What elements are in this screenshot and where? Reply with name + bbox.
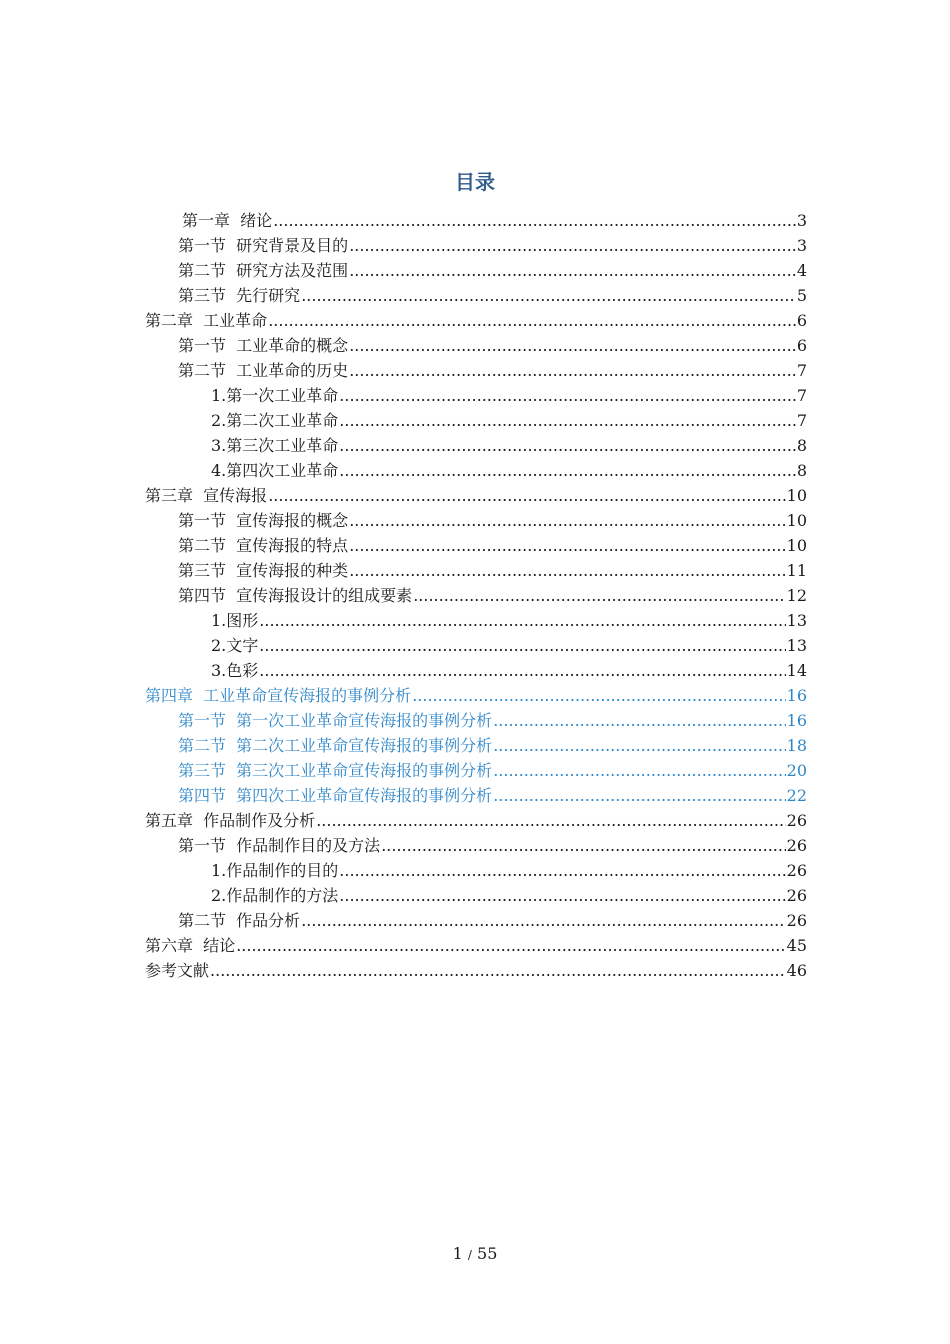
toc-page-number: 16: [786, 711, 807, 730]
toc-entry: [211, 633, 807, 658]
toc-entry: [178, 233, 807, 258]
toc-entry: [211, 408, 807, 433]
toc-entry-title: 第三节 宣传海报的种类: [178, 561, 349, 580]
toc-entry: [178, 283, 807, 308]
toc-dot-leader: [339, 883, 785, 908]
toc-page-number: 20: [786, 761, 807, 780]
toc-page-number: 8: [796, 461, 807, 480]
toc-entry: [211, 383, 807, 408]
toc-dot-leader: [301, 908, 785, 933]
toc-entry-title: 第二节 第二次工业革命宣传海报的事例分析: [178, 736, 493, 755]
toc-page-number: 26: [786, 861, 807, 880]
toc-entry-title: 3.第三次工业革命: [211, 436, 339, 455]
toc-page-number: 10: [786, 511, 807, 530]
toc-entry-title: 第一节 研究背景及目的: [178, 236, 349, 255]
toc-dot-leader: [349, 233, 796, 258]
toc-entry-title: 第一章 绪论: [182, 211, 273, 230]
toc-page-number: 46: [786, 961, 807, 980]
toc-entry[interactable]: [178, 783, 807, 808]
toc-page-number: 22: [786, 786, 807, 805]
toc-page-number: 18: [786, 736, 807, 755]
toc-dot-leader: [349, 333, 796, 358]
toc-dot-leader: [236, 933, 785, 958]
toc-entry-title: 参考文献: [145, 961, 210, 980]
toc-dot-leader: [493, 733, 785, 758]
toc-entry: [178, 508, 807, 533]
toc-dot-leader: [259, 658, 785, 683]
toc-entry-title: 2.作品制作的方法: [211, 886, 339, 905]
toc-entry-title: 2.文字: [211, 636, 259, 655]
toc-entry-title: 第五章 作品制作及分析: [145, 811, 316, 830]
page-separator: /: [467, 1248, 472, 1262]
toc-entry-title: 3.色彩: [211, 661, 259, 680]
toc-entry-title: 第一节 工业革命的概念: [178, 336, 349, 355]
toc-entry: [178, 558, 807, 583]
toc-dot-leader: [301, 283, 796, 308]
toc-dot-leader: [259, 608, 785, 633]
toc-entry-title: 第四节 第四次工业革命宣传海报的事例分析: [178, 786, 493, 805]
toc-entry-title: 第六章 结论: [145, 936, 236, 955]
toc-entry-title: 1.第一次工业革命: [211, 386, 339, 405]
toc-page-number: 26: [786, 886, 807, 905]
toc-entry-title: 第二节 宣传海报的特点: [178, 536, 349, 555]
total-pages: 55: [477, 1244, 498, 1263]
toc-dot-leader: [316, 808, 785, 833]
toc-dot-leader: [493, 783, 785, 808]
toc-entry-title: 第一节 宣传海报的概念: [178, 511, 349, 530]
toc-entry: [211, 608, 807, 633]
toc-entry-title: 第三章 宣传海报: [145, 486, 268, 505]
toc-entry-title: 第三节 第三次工业革命宣传海报的事例分析: [178, 761, 493, 780]
toc-dot-leader: [412, 683, 785, 708]
toc-entry: [211, 458, 807, 483]
page-title: 目录: [455, 170, 495, 194]
toc-entry-title: 第一节 第一次工业革命宣传海报的事例分析: [178, 711, 493, 730]
toc-entry: [211, 883, 807, 908]
toc-page-number: 7: [796, 361, 807, 380]
toc-dot-leader: [268, 483, 785, 508]
toc-page-number: 14: [786, 661, 807, 680]
toc-entry[interactable]: [178, 733, 807, 758]
toc-entry-title: 2.第二次工业革命: [211, 411, 339, 430]
toc-entry: [211, 658, 807, 683]
toc-entry-title: 1.作品制作的目的: [211, 861, 339, 880]
toc-entry: [178, 358, 807, 383]
toc-page-number: 26: [786, 811, 807, 830]
toc-entry[interactable]: [178, 758, 807, 783]
toc-page-number: 13: [786, 636, 807, 655]
toc-page-number: 6: [796, 336, 807, 355]
toc-entry: [145, 933, 807, 958]
toc-page-number: 11: [786, 561, 807, 580]
toc-page-number: 45: [786, 936, 807, 955]
toc-entry: [145, 808, 807, 833]
toc-dot-leader: [339, 458, 796, 483]
toc-page-number: 8: [796, 436, 807, 455]
toc-page-number: 7: [796, 411, 807, 430]
toc-entry-title: 第三节 先行研究: [178, 286, 301, 305]
toc-dot-leader: [349, 358, 796, 383]
toc-dot-leader: [349, 258, 796, 283]
toc-dot-leader: [259, 633, 785, 658]
table-of-contents: [0, 208, 950, 983]
toc-entry-title: 第二节 工业革命的历史: [178, 361, 349, 380]
toc-dot-leader: [349, 533, 785, 558]
toc-dot-leader: [493, 708, 785, 733]
toc-dot-leader: [339, 858, 785, 883]
toc-entry-title: 第二节 作品分析: [178, 911, 301, 930]
toc-page-number: 10: [786, 486, 807, 505]
toc-entry: [178, 583, 807, 608]
toc-dot-leader: [210, 958, 786, 983]
toc-entry-title: 4.第四次工业革命: [211, 461, 339, 480]
toc-entry-title: 第二章 工业革命: [145, 311, 268, 330]
toc-page-number: 7: [796, 386, 807, 405]
toc-entry-title: 第一节 作品制作目的及方法: [178, 836, 381, 855]
toc-page-number: 10: [786, 536, 807, 555]
toc-dot-leader: [493, 758, 785, 783]
toc-dot-leader: [413, 583, 785, 608]
toc-entry: [178, 833, 807, 858]
toc-entry: [211, 858, 807, 883]
toc-page-number: 3: [796, 211, 807, 230]
toc-dot-leader: [339, 383, 796, 408]
toc-page-number: 26: [786, 836, 807, 855]
toc-entry[interactable]: [178, 708, 807, 733]
toc-entry: [178, 533, 807, 558]
toc-entry: [145, 958, 807, 983]
toc-dot-leader: [349, 508, 785, 533]
toc-dot-leader: [381, 833, 785, 858]
toc-entry: [211, 433, 807, 458]
toc-entry: [178, 258, 807, 283]
current-page-number: 1: [452, 1244, 463, 1263]
toc-dot-leader: [349, 558, 785, 583]
toc-page-number: 5: [796, 286, 807, 305]
toc-page-number: 6: [796, 311, 807, 330]
toc-page-number: 3: [796, 236, 807, 255]
toc-entry[interactable]: [145, 683, 807, 708]
toc-entry-title: 第四节 宣传海报设计的组成要素: [178, 586, 413, 605]
toc-dot-leader: [268, 308, 796, 333]
toc-entry-title: 1.图形: [211, 611, 259, 630]
page-number-footer: [0, 1244, 950, 1263]
toc-page-number: 13: [786, 611, 807, 630]
toc-page-number: 12: [786, 586, 807, 605]
toc-entry: [182, 208, 807, 233]
toc-entry: [178, 333, 807, 358]
toc-page-number: 4: [796, 261, 807, 280]
toc-page-number: 26: [786, 911, 807, 930]
toc-entry: [145, 308, 807, 333]
toc-entry: [145, 483, 807, 508]
toc-entry-title: 第二节 研究方法及范围: [178, 261, 349, 280]
toc-dot-leader: [339, 433, 796, 458]
toc-entry: [178, 908, 807, 933]
toc-dot-leader: [339, 408, 796, 433]
toc-page-number: 16: [786, 686, 807, 705]
toc-entry-title: 第四章 工业革命宣传海报的事例分析: [145, 686, 412, 705]
toc-dot-leader: [273, 208, 796, 233]
